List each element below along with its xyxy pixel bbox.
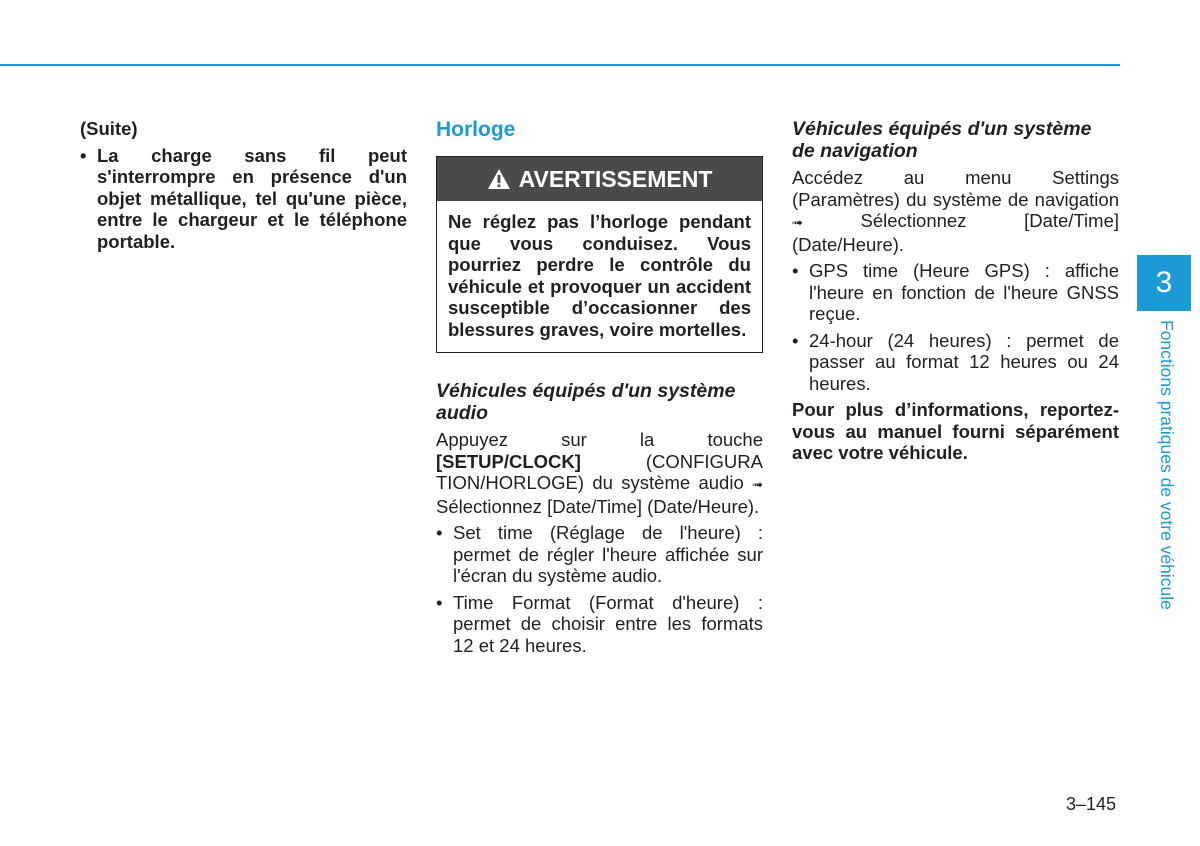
audio-subheading: Véhicules équipés d'un système audio xyxy=(436,380,736,424)
list-item: • GPS time (Heure GPS) : affiche l'heure en fonction de l'heure GNSS reçue. xyxy=(792,260,1119,325)
chapter-number: 3 xyxy=(1155,266,1173,299)
warning-body xyxy=(437,201,762,352)
nav-text-before: Accédez au menu Settings (Paramètres) du système de navigation xyxy=(792,167,1119,210)
arrow-icon: ➟ xyxy=(752,477,763,492)
column-1 xyxy=(80,118,407,252)
chapter-title: Fonctions pratiques de votre véhicule xyxy=(1157,320,1177,610)
audio-text-end: Sélectionnez [Date/Time] (Date/Heure). xyxy=(436,495,760,517)
audio-text-before: Appuyez sur la touche xyxy=(436,429,763,450)
navigation-subheading: Véhicules équipés d'un système de navigation xyxy=(792,118,1092,162)
page-number: 3–145 xyxy=(1066,794,1117,814)
section-heading-horloge: Horloge xyxy=(436,118,516,141)
warning-triangle-icon xyxy=(487,168,511,190)
navigation-instructions xyxy=(792,167,1119,255)
nav-text-end: Sélectionnez [Date/Time] (Date/Heure). xyxy=(792,210,1119,255)
suite-label: (Suite) xyxy=(80,118,138,139)
more-info-note: Pour plus d’informations, reportez-vous au manuel fourni séparément avec votre véhicule. xyxy=(792,399,1119,463)
list-item: • Time Format (Format d'heure) : permet de choisir entre les formats 12 et 24 heures. xyxy=(436,592,763,657)
setup-clock-key: [SETUP/CLOCK] xyxy=(436,450,581,472)
warning-title: AVERTISSEMENT xyxy=(518,165,713,192)
list-item: • Set time (Réglage de l'heure) : permet de régler l'heure affichée sur l'écran du système audio. xyxy=(436,522,763,587)
audio-text-after: (CONFIGURA TION/HORLOGE) du système audio xyxy=(436,450,763,493)
chapter-tab xyxy=(1137,255,1191,311)
arrow-icon: ➟ xyxy=(792,215,803,230)
list-item: • 24-hour (24 heures) : permet de passer au format 12 heures ou 24 heures. xyxy=(792,330,1119,395)
audio-instructions xyxy=(436,429,763,517)
warning-box xyxy=(436,156,763,353)
column-3 xyxy=(792,118,1119,464)
column-2 xyxy=(436,118,763,656)
warning-text: Ne réglez pas l’horloge pendant que vous conduisez. Vous pourriez perdre le contrôle du véhicule et provoquer un accident susceptible d’occasionner des blessures graves, voire mortelles. xyxy=(448,211,751,340)
wireless-charging-bullet: • La charge sans fil peut s'interrompre en présence d'un objet métallique, tel qu'une pièce, entre le chargeur et le téléphone portable. xyxy=(80,145,407,253)
warning-header xyxy=(437,157,762,201)
top-rule xyxy=(0,64,1120,66)
